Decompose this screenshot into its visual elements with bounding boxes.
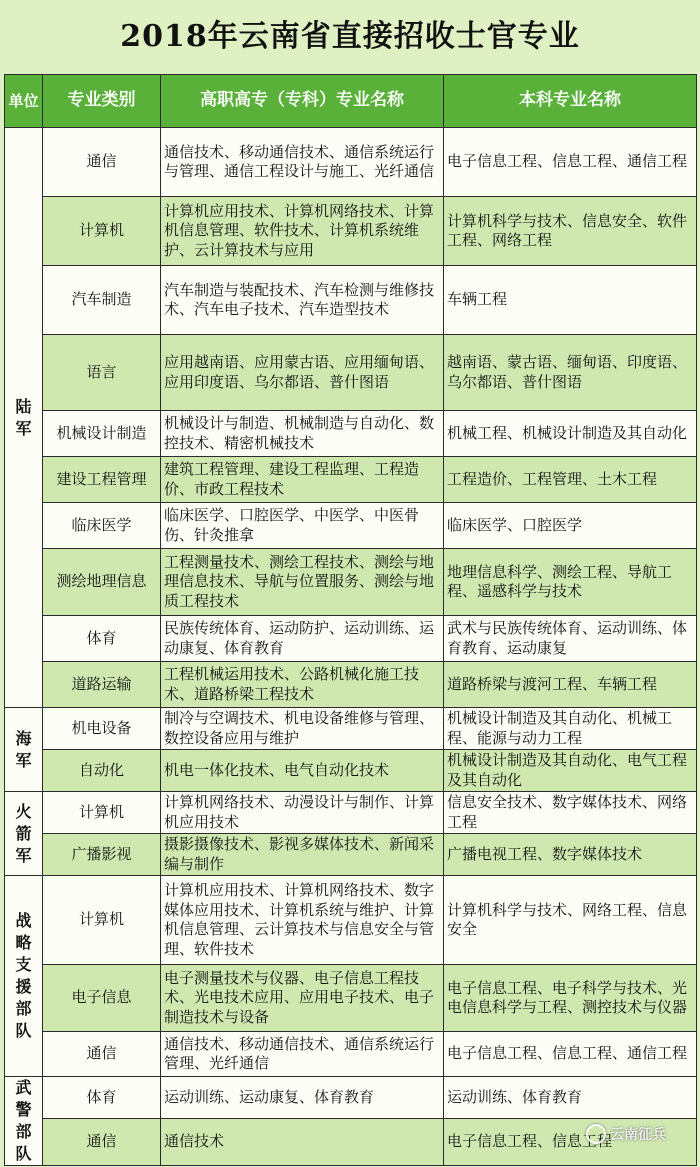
majors-table (4, 74, 697, 1166)
category-cell: 计算机 (43, 197, 161, 266)
category-cell: 语言 (43, 335, 161, 411)
college-majors-cell: 计算机应用技术、计算机网络技术、数字媒体应用技术、计算机系统与维护、计算机信息管理、云计算技术与信息安全与管理、软件技术 (161, 876, 444, 965)
category-cell: 汽车制造 (43, 266, 161, 335)
header-bachelor: 本科专业名称 (444, 75, 697, 128)
header-unit: 单位 (5, 75, 43, 128)
college-majors-cell: 民族传统体育、运动防护、运动训练、运动康复、体育教育 (161, 616, 444, 662)
category-cell: 机电设备 (43, 708, 161, 750)
bachelor-majors-cell: 广播电视工程、数字媒体技术 (444, 834, 697, 876)
table-row (5, 1032, 697, 1077)
bachelor-majors-cell: 临床医学、口腔医学 (444, 503, 697, 549)
category-cell: 道路运输 (43, 662, 161, 708)
category-cell: 广播影视 (43, 834, 161, 876)
bachelor-majors-cell: 地理信息科学、测绘工程、导航工程、遥感科学与技术 (444, 549, 697, 616)
bachelor-majors-cell: 机械设计制造及其自动化、机械工程、能源与动力工程 (444, 708, 697, 750)
college-majors-cell: 运动训练、运动康复、体育教育 (161, 1077, 444, 1119)
college-majors-cell: 工程机械运用技术、公路机械化施工技术、道路桥梁工程技术 (161, 662, 444, 708)
category-cell: 测绘地理信息 (43, 549, 161, 616)
bachelor-majors-cell: 计算机科学与技术、信息安全、软件工程、网络工程 (444, 197, 697, 266)
table-row (5, 965, 697, 1032)
unit-cell: 战 略 支 援 部 队 (5, 876, 43, 1077)
college-majors-cell: 计算机网络技术、动漫设计与制作、计算机应用技术 (161, 792, 444, 834)
table-row (5, 411, 697, 457)
unit-cell: 陆 军 (5, 128, 43, 708)
college-majors-cell: 机械设计与制造、机械制造与自动化、数控技术、精密机械技术 (161, 411, 444, 457)
table-row (5, 549, 697, 616)
college-majors-cell: 摄影摄像技术、影视多媒体技术、新闻采编与制作 (161, 834, 444, 876)
logo-icon (586, 1124, 606, 1144)
table-row (5, 662, 697, 708)
header-college: 高职高专（专科）专业名称 (161, 75, 444, 128)
college-majors-cell: 机电一体化技术、电气自动化技术 (161, 750, 444, 792)
table-row (5, 457, 697, 503)
bachelor-majors-cell: 计算机科学与技术、网络工程、信息安全 (444, 876, 697, 965)
bachelor-majors-cell: 武术与民族传统体育、运动训练、体育教育、运动康复 (444, 616, 697, 662)
college-majors-cell: 制冷与空调技术、机电设备维修与管理、数控设备应用与维护 (161, 708, 444, 750)
category-cell: 机械设计制造 (43, 411, 161, 457)
category-cell: 通信 (43, 1119, 161, 1166)
college-majors-cell: 通信技术 (161, 1119, 444, 1166)
table-row (5, 335, 697, 411)
bachelor-majors-cell: 信息安全技术、数字媒体技术、网络工程 (444, 792, 697, 834)
college-majors-cell: 应用越南语、应用蒙古语、应用缅甸语、应用印度语、乌尔都语、普什图语 (161, 335, 444, 411)
bachelor-majors-cell: 电子信息工程、电子科学与技术、光电信息科学与工程、测控技术与仪器 (444, 965, 697, 1032)
unit-cell: 武 警 部 队 (5, 1077, 43, 1166)
college-majors-cell: 建筑工程管理、建设工程监理、工程造价、市政工程技术 (161, 457, 444, 503)
bachelor-majors-cell: 越南语、蒙古语、缅甸语、印度语、乌尔都语、普什图语 (444, 335, 697, 411)
table-row (5, 834, 697, 876)
bachelor-majors-cell: 电子信息工程、信息工程、通信工程 (444, 1032, 697, 1077)
header-category: 专业类别 (43, 75, 161, 128)
category-cell: 临床医学 (43, 503, 161, 549)
unit-cell: 海 军 (5, 708, 43, 792)
category-cell: 电子信息 (43, 965, 161, 1032)
college-majors-cell: 通信技术、移动通信技术、通信系统运行与管理、通信工程设计与施工、光纤通信 (161, 128, 444, 197)
category-cell: 计算机 (43, 792, 161, 834)
college-majors-cell: 工程测量技术、测绘工程技术、测绘与地理信息技术、导航与位置服务、测绘与地质工程技术 (161, 549, 444, 616)
bachelor-majors-cell: 车辆工程 (444, 266, 697, 335)
table-row (5, 616, 697, 662)
college-majors-cell: 计算机应用技术、计算机网络技术、计算机信息管理、软件技术、计算机系统维护、云计算技术与应用 (161, 197, 444, 266)
category-cell: 通信 (43, 1032, 161, 1077)
category-cell: 计算机 (43, 876, 161, 965)
table-row (5, 128, 697, 197)
bachelor-majors-cell: 机械工程、机械设计制造及其自动化 (444, 411, 697, 457)
bachelor-majors-cell: 道路桥梁与渡河工程、车辆工程 (444, 662, 697, 708)
table-row (5, 750, 697, 792)
table-row (5, 266, 697, 335)
bachelor-majors-cell: 机械设计制造及其自动化、电气工程及其自动化 (444, 750, 697, 792)
bachelor-majors-cell: 运动训练、体育教育 (444, 1077, 697, 1119)
unit-cell: 火 箭 军 (5, 792, 43, 876)
table-row (5, 503, 697, 549)
college-majors-cell: 临床医学、口腔医学、中医学、中医骨伤、针灸推拿 (161, 503, 444, 549)
table-row (5, 876, 697, 965)
college-majors-cell: 汽车制造与装配技术、汽车检测与维修技术、汽车电子技术、汽车造型技术 (161, 266, 444, 335)
category-cell: 建设工程管理 (43, 457, 161, 503)
table-row (5, 197, 697, 266)
header-row (5, 75, 697, 128)
table-row (5, 1077, 697, 1119)
bachelor-majors-cell: 电子信息工程、信息工程 (444, 1119, 697, 1166)
category-cell: 体育 (43, 1077, 161, 1119)
category-cell: 通信 (43, 128, 161, 197)
category-cell: 自动化 (43, 750, 161, 792)
page-title: 2018年云南省直接招收士官专业 (0, 0, 700, 74)
logo-text: 云南征兵 (610, 1127, 666, 1143)
college-majors-cell: 通信技术、移动通信技术、通信系统运行管理、光纤通信 (161, 1032, 444, 1077)
bachelor-majors-cell: 工程造价、工程管理、土木工程 (444, 457, 697, 503)
bachelor-majors-cell: 电子信息工程、信息工程、通信工程 (444, 128, 697, 197)
category-cell: 体育 (43, 616, 161, 662)
wechat-logo (586, 1124, 666, 1144)
college-majors-cell: 电子测量技术与仪器、电子信息工程技术、光电技术应用、应用电子技术、电子制造技术与设备 (161, 965, 444, 1032)
table-row (5, 792, 697, 834)
table-row (5, 708, 697, 750)
